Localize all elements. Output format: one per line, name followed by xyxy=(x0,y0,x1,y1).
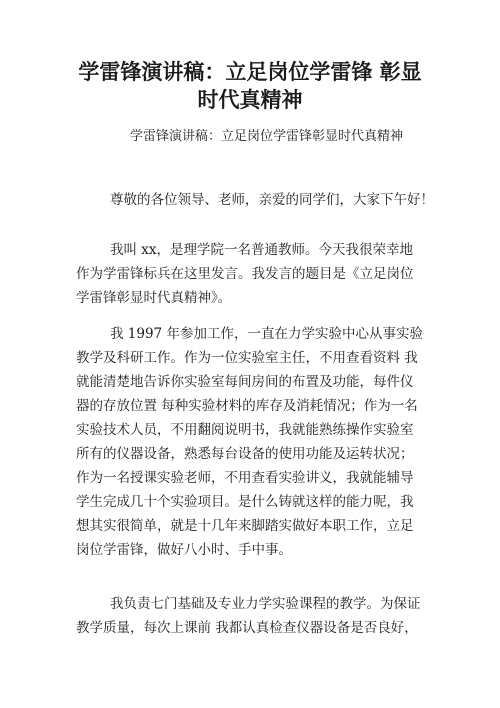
paragraph-line: 学生完成几十个实验项目。是什么铸就这样的能力呢，我 xyxy=(76,494,414,510)
paragraph-line: 我叫 xx，是理学院一名普通教师。今天我很荣幸地 xyxy=(110,242,414,258)
work-experience-paragraph xyxy=(76,322,431,562)
paragraph-line: 就能清楚地告诉你实验室每间房间的布置及功能，每件仪 xyxy=(76,374,414,390)
paragraph-line: 教学质量，每次上课前 我都认真检查仪器设备是否良好， xyxy=(76,620,418,636)
document-subtitle: 学雷锋演讲稿：立足岗位学雷锋彰显时代真精神 xyxy=(130,129,404,144)
paragraph-line: 实验技术人员，不用翻阅说明书，我就能熟练操作实验室 xyxy=(76,422,414,438)
greeting-paragraph xyxy=(76,188,434,212)
paragraph-line: 我 1997 年参加工作，一直在力学实验中心从事实验 xyxy=(110,326,423,342)
greeting-line: 尊敬的各位领导、老师，亲爱的同学们，大家下午好！ xyxy=(110,192,434,208)
paragraph-line: 我负责七门基础及专业力学实验课程的教学。为保证 xyxy=(110,596,421,612)
paragraph-line: 作为学雷锋标兵在这里发言。我发言的题目是《立足岗位 xyxy=(76,266,414,282)
title-line: 学雷锋演讲稿：立足岗位学雷锋 彰显 xyxy=(78,60,422,84)
paragraph-line: 所有的仪器设备，熟悉每台设备的使用功能及运转状况； xyxy=(76,446,414,462)
paragraph-line: 教学及科研工作。作为一位实验室主任，不用查看资料 我 xyxy=(76,350,418,366)
paragraph-line: 作为一名授课实验老师，不用查看实验讲义，我就能辅导 xyxy=(76,470,414,486)
paragraph-line: 岗位学雷锋，做好八小时、手中事。 xyxy=(76,542,292,558)
paragraph-line: 想其实很简单，就是十几年来脚踏实做好本职工作，立足 xyxy=(76,518,414,534)
title-line: 时代真精神 xyxy=(197,88,303,112)
teaching-paragraph xyxy=(76,592,431,640)
paragraph-line: 学雷锋彰显时代真精神》。 xyxy=(76,290,232,306)
paragraph-line: 器的存放位置 每种实验材料的库存及消耗情况；作为一名 xyxy=(76,398,418,414)
intro-paragraph xyxy=(76,238,431,310)
document-title xyxy=(60,58,440,114)
